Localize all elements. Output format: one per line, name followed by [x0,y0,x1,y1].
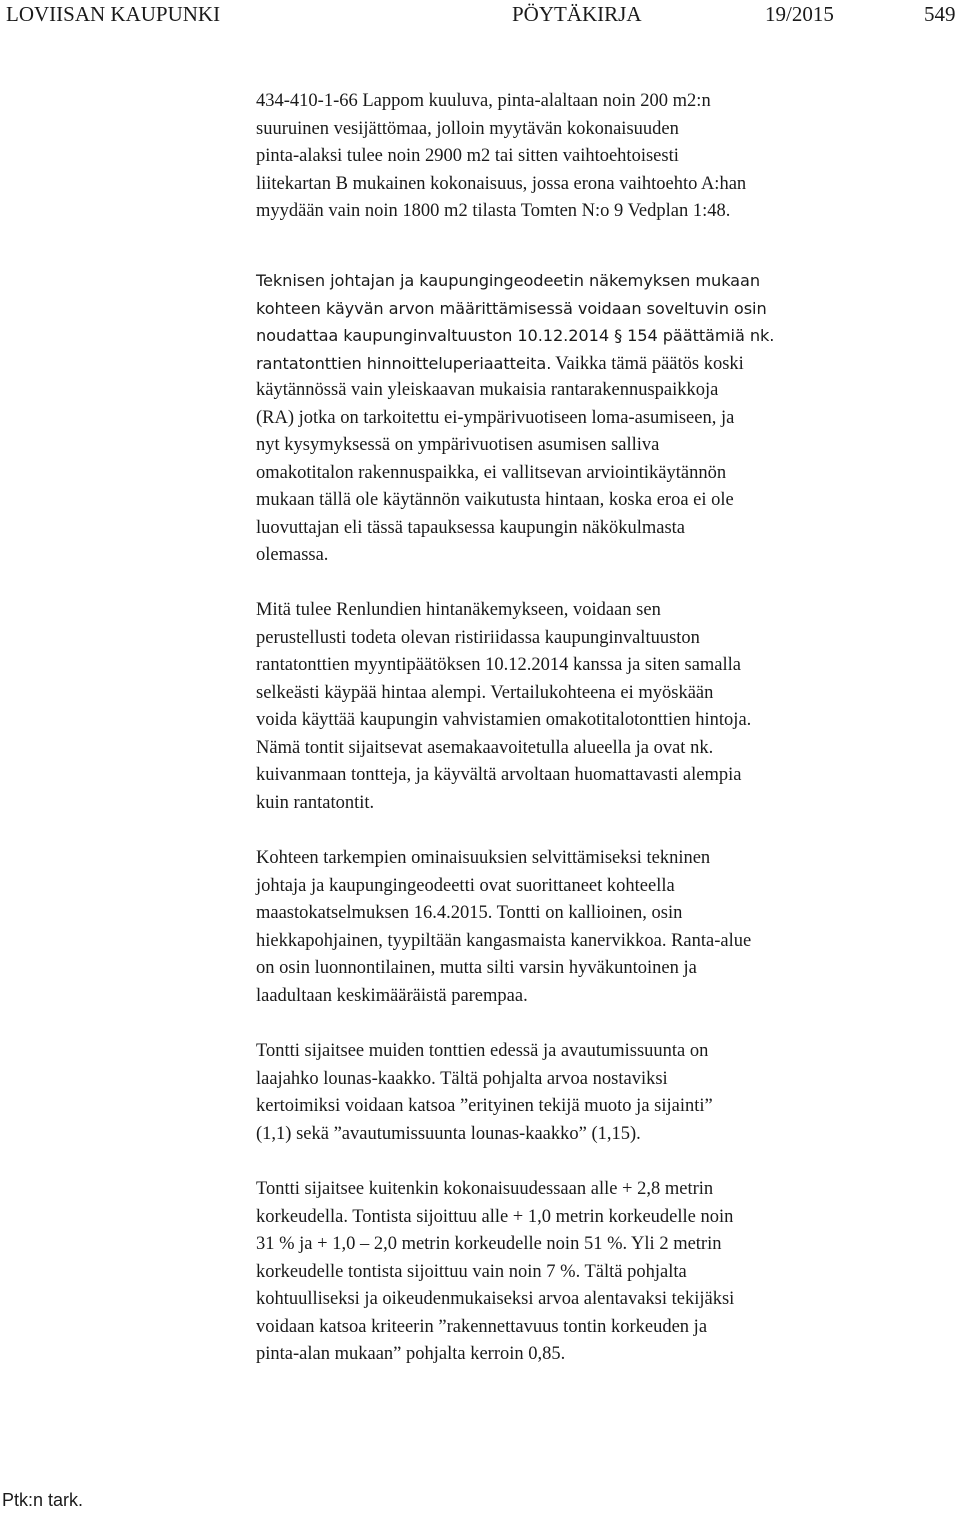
page-number: 549 [924,2,956,26]
text-line: kohteen käyvän arvon määrittämisessä voidaan soveltuvin osin [256,298,767,318]
text-line: kuivanmaan tontteja, ja käyvältä arvoltaan huomattavasti alempia [256,765,742,785]
text-line: käytännössä vain yleiskaavan mukaisia rantarakennuspaikkoja [256,380,719,400]
text-line: laadultaan keskimääräistä parempaa. [256,985,528,1006]
text-line: korkeudella. Tontista sijoittuu alle + 1,0 metrin korkeudelle noin [256,1206,734,1227]
text-line: (RA) jotka on tarkoitettu ei-ympärivuotiseen loma-asumiseen, ja [256,407,735,428]
paragraph-2 [256,267,774,570]
text-line: nyt kysymyksessä on ympärivuotisen asumisen salliva [256,435,660,455]
paragraph-4 [256,845,751,1010]
text-line: hiekkapohjainen, tyypiltään kangasmaista kanervikkoa. Ranta-alue [256,930,752,951]
text-line: laajahko lounas-kaakko. Tältä pohjalta arvoa nostaviksi [256,1068,668,1089]
text-line: voida käyttää kaupungin vahvistamien omakotitalotonttien hintoja. [256,710,752,730]
text-line: kertoimiksi voidaan katsoa ”erityinen tekijä muoto ja sijainti” [256,1096,713,1116]
paragraph-6 [256,1176,734,1369]
text-line: Nämä tontit sijaitsevat asemakaavoitetulla alueella ja ovat nk. [256,737,714,758]
text-line: Tontti sijaitsee kuitenkin kokonaisuudessaan alle + 2,8 metrin [256,1179,714,1199]
text-line: mukaan tällä ole käytännön vaikutusta hintaan, koska eroa ei ole [256,490,734,510]
organization-name: LOVIISAN KAUPUNKI [6,2,221,26]
text-line: kohtuulliseksi ja oikeudenmukaiseksi arvoa alentavaksi tekijäksi [256,1289,735,1309]
paragraph-5 [256,1038,713,1148]
text-line: liitekartan B mukainen kokonaisuus, jossa erona vaihtoehto A:han [256,173,747,194]
text-line: rantatonttien hinnoitteluperiaatteita. [256,353,552,373]
document-type: PÖYTÄKIRJA [512,2,642,26]
text-line: 31 % ja + 1,0 – 2,0 metrin korkeudelle noin 51 %. Yli 2 metrin [256,1234,722,1254]
text-line: noudattaa kaupunginvaltuuston 10.12.2014 § 154 päättämiä nk. [256,326,775,345]
text-line: Kohteen tarkempien ominaisuuksien selvittämiseksi tekninen [256,848,711,868]
text-line: suuruinen vesijättömaa, jolloin myytävän kokonaisuuden [256,118,679,139]
text-line: olemassa. [256,545,329,565]
text-line: myydään vain noin 1800 m2 tilasta Tomten N:o 9 Vedplan 1:48. [256,201,731,221]
text-line: luovuttajan eli tässä tapauksessa kaupungin näkökulmasta [256,517,685,538]
text-line: selkeästi käypää hintaa alempi. Vertailukohteena ei myöskään [256,682,714,703]
text-line: on osin luonnontilainen, mutta silti varsin hyväkuntoinen ja [256,958,697,978]
text-line: rantatonttien myyntipäätöksen 10.12.2014 kanssa ja siten samalla [256,655,742,675]
text-line: Vaikka tämä päätös koski [555,353,744,374]
text-line: kuin rantatontit. [256,792,375,813]
text-line: voidaan katsoa kriteerin ”rakennettavuus tontin korkeuden ja [256,1316,708,1337]
document-number: 19/2015 [765,2,834,26]
footer-note: Ptk:n tark. [2,1490,84,1510]
text-line: (1,1) sekä ”avautumissuunta lounas-kaakko” (1,15). [256,1123,641,1144]
text-line: pinta-alan mukaan” pohjalta kerroin 0,85. [256,1344,566,1364]
paragraph-1 [256,88,746,226]
text-line: Mitä tulee Renlundien hintanäkemykseen, voidaan sen [256,600,661,620]
text-line: korkeudelle tontista sijoittuu vain noin 7 %. Tältä pohjalta [256,1261,687,1282]
text-line: Teknisen johtajan ja kaupungingeodeetin näkemyksen mukaan [256,271,760,290]
text-line: maastokatselmuksen 16.4.2015. Tontti on kallioinen, osin [256,903,683,923]
text-line: 434-410-1-66 Lappom kuuluva, pinta-alaltaan noin 200 m2:n [256,91,711,111]
text-line: johtaja ja kaupungingeodeetti ovat suorittaneet kohteella [256,875,675,896]
page-header [0,0,960,30]
text-line: perustellusti todeta olevan ristiriidassa kaupunginvaltuuston [256,627,700,648]
text-line: pinta-alaksi tulee noin 2900 m2 tai sitten vaihtoehtoisesti [256,146,679,166]
text-line: Tontti sijaitsee muiden tonttien edessä ja avautumissuunta on [256,1041,709,1061]
text-line: omakotitalon rakennuspaikka, ei vallitsevan arviointikäytännön [256,462,727,483]
paragraph-3 [256,597,751,817]
